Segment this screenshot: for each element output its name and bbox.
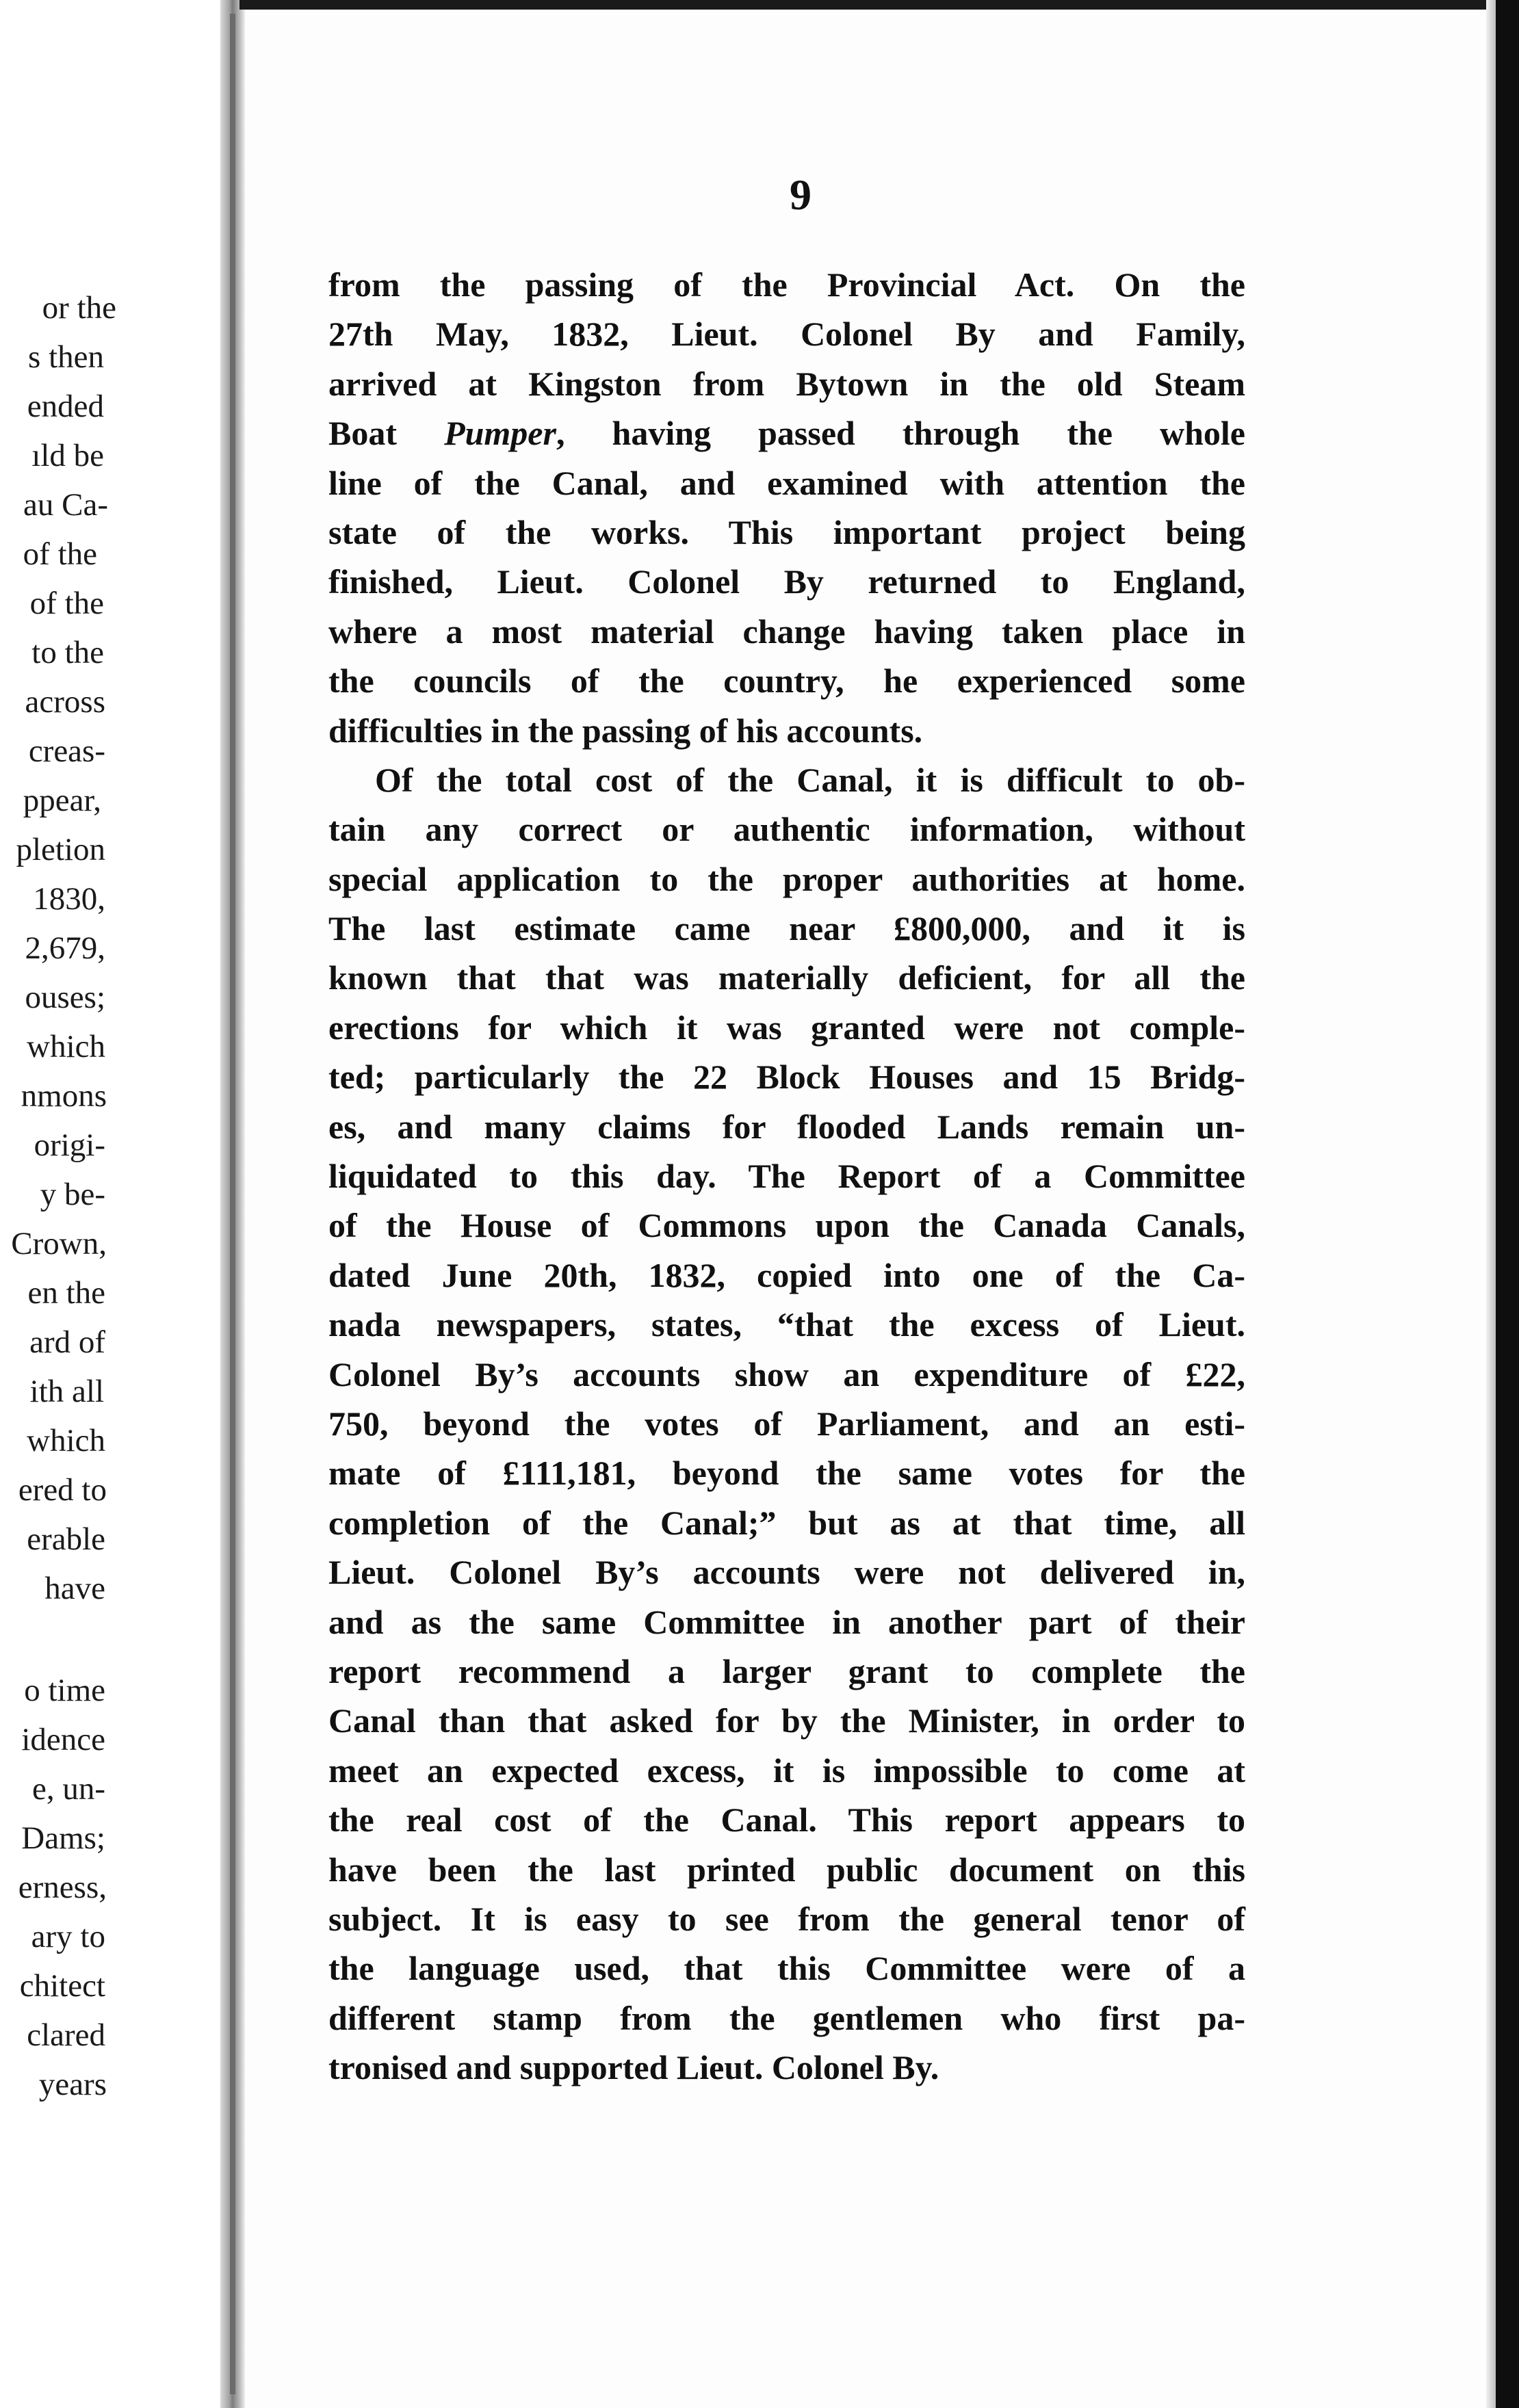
text-line: nada newspapers, states, “that the excess of Lieut.: [328, 1305, 1245, 1344]
scan-right-edge: [1496, 0, 1519, 2408]
left-page-line: to the: [31, 635, 104, 670]
left-page-line: au Ca-: [23, 487, 108, 523]
left-facing-page: [0, 0, 219, 2408]
text-line: finished, Lieut. Colonel By returned to England,: [328, 562, 1245, 601]
left-page-line: pletion: [16, 832, 105, 867]
left-page-line: chitect: [19, 1968, 105, 2004]
text-line: erections for which it was granted were not comple-: [328, 1008, 1245, 1047]
text-line: tronised and supported Lieut. Colonel By.: [328, 2048, 939, 2087]
text-line: arrived at Kingston from Bytown in the old Steam: [328, 364, 1245, 403]
text-line: subject. It is easy to see from the general tenor of: [328, 1899, 1245, 1938]
text-line: Colonel By’s accounts show an expenditure of £22,: [328, 1354, 1245, 1393]
left-page-line: ended: [27, 389, 104, 424]
text-line: have been the last printed public document on this: [328, 1850, 1245, 1889]
text-line: 27th May, 1832, Lieut. Colonel By and Family,: [328, 315, 1245, 354]
text-line: the language used, that this Committee were of a: [328, 1949, 1245, 1988]
text-line: Canal than that asked for by the Minister, in order to: [328, 1701, 1245, 1740]
text-line: line of the Canal, and examined with attention the: [328, 463, 1245, 502]
text-line: [328, 408, 1245, 458]
left-page-line: clared: [27, 2017, 105, 2053]
left-page-line: ered to: [18, 1472, 107, 1508]
left-page-line: en the: [27, 1275, 105, 1311]
text-line: completion of the Canal;” but as at that time, all: [328, 1503, 1245, 1542]
text-line: and as the same Committee in another part of their: [328, 1602, 1245, 1641]
left-page-line: 1830,: [33, 881, 105, 917]
text-line: meet an expected excess, it is impossible to come at: [328, 1751, 1245, 1790]
left-page-line: ary to: [31, 1919, 105, 1954]
left-page-line: which: [27, 1423, 105, 1458]
text-line: liquidated to this day. The Report of a Committee: [328, 1157, 1245, 1196]
left-page-line: Crown,: [11, 1226, 107, 1261]
left-page-line: idence: [21, 1722, 105, 1757]
left-page-line: ppear,: [23, 783, 101, 818]
boat-name-italic: Pumper: [444, 414, 556, 453]
gutter-fold-line: [230, 14, 235, 2394]
text-line: dated June 20th, 1832, copied into one of the Ca-: [328, 1255, 1245, 1294]
left-page-line: creas-: [28, 733, 105, 769]
left-page-line: 2,679,: [25, 930, 105, 966]
text-line: of the House of Commons upon the Canada Canals,: [328, 1206, 1245, 1245]
left-page-line: s then: [28, 339, 104, 375]
left-page-line: across: [25, 684, 105, 720]
left-page-line: ard of: [29, 1324, 105, 1360]
page-edge-shadow: [1486, 0, 1496, 2408]
text-segment: Boat: [328, 414, 445, 453]
text-line: Of the total cost of the Canal, it is difficult to ob-: [375, 760, 1245, 799]
left-page-line: ıld be: [31, 438, 104, 473]
page-body-text: [328, 260, 1245, 2092]
text-line: Lieut. Colonel By’s accounts were not delivered in,: [328, 1553, 1245, 1592]
text-line: mate of £111,181, beyond the same votes for the: [328, 1454, 1245, 1493]
left-page-line: have: [44, 1571, 105, 1606]
left-page-line: or the: [42, 290, 116, 326]
left-page-line: e, un-: [31, 1771, 105, 1807]
left-page-line: of the: [29, 586, 104, 621]
text-line: the real cost of the Canal. This report appears to: [328, 1801, 1245, 1840]
left-page-line: years: [38, 2067, 107, 2102]
scan-top-edge: [239, 0, 1519, 10]
left-page-line: y be-: [40, 1177, 105, 1212]
text-line: es, and many claims for flooded Lands remain un-: [328, 1107, 1245, 1146]
left-page-line: ith all: [29, 1374, 104, 1409]
left-page-line: ouses;: [25, 980, 105, 1015]
text-line: report recommend a larger grant to complete the: [328, 1651, 1245, 1690]
text-line: ted; particularly the 22 Block Houses and 15 Bridg-: [328, 1058, 1245, 1097]
left-page-line: nmons: [21, 1078, 107, 1114]
text-line: different stamp from the gentlemen who first pa-: [328, 1998, 1245, 2037]
text-line: tain any correct or authentic information, without: [328, 810, 1245, 849]
text-line: known that that was materially deficient, for all the: [328, 958, 1245, 997]
text-line: difficulties in the passing of his accounts.: [328, 711, 923, 750]
page-number: 9: [790, 170, 812, 219]
text-line: 750, beyond the votes of Parliament, and an esti-: [328, 1404, 1245, 1443]
left-page-line: of the: [23, 536, 97, 572]
text-line: special application to the proper authorities at home.: [328, 859, 1245, 898]
text-line: state of the works. This important project being: [328, 512, 1245, 551]
text-line: The last estimate came near £800,000, and it is: [328, 909, 1245, 948]
left-page-line: erable: [27, 1521, 105, 1557]
text-segment: , having passed through the whole: [556, 414, 1245, 453]
left-page-line: which: [27, 1029, 105, 1064]
left-page-line: o time: [24, 1673, 105, 1708]
text-line: where a most material change having taken place in: [328, 612, 1245, 651]
text-line: from the passing of the Provincial Act. On the: [328, 265, 1245, 304]
left-page-line: origi-: [34, 1127, 105, 1163]
left-page-line: Dams;: [21, 1820, 105, 1856]
text-line: the councils of the country, he experienced some: [328, 662, 1245, 701]
left-page-line: erness,: [18, 1870, 107, 1905]
